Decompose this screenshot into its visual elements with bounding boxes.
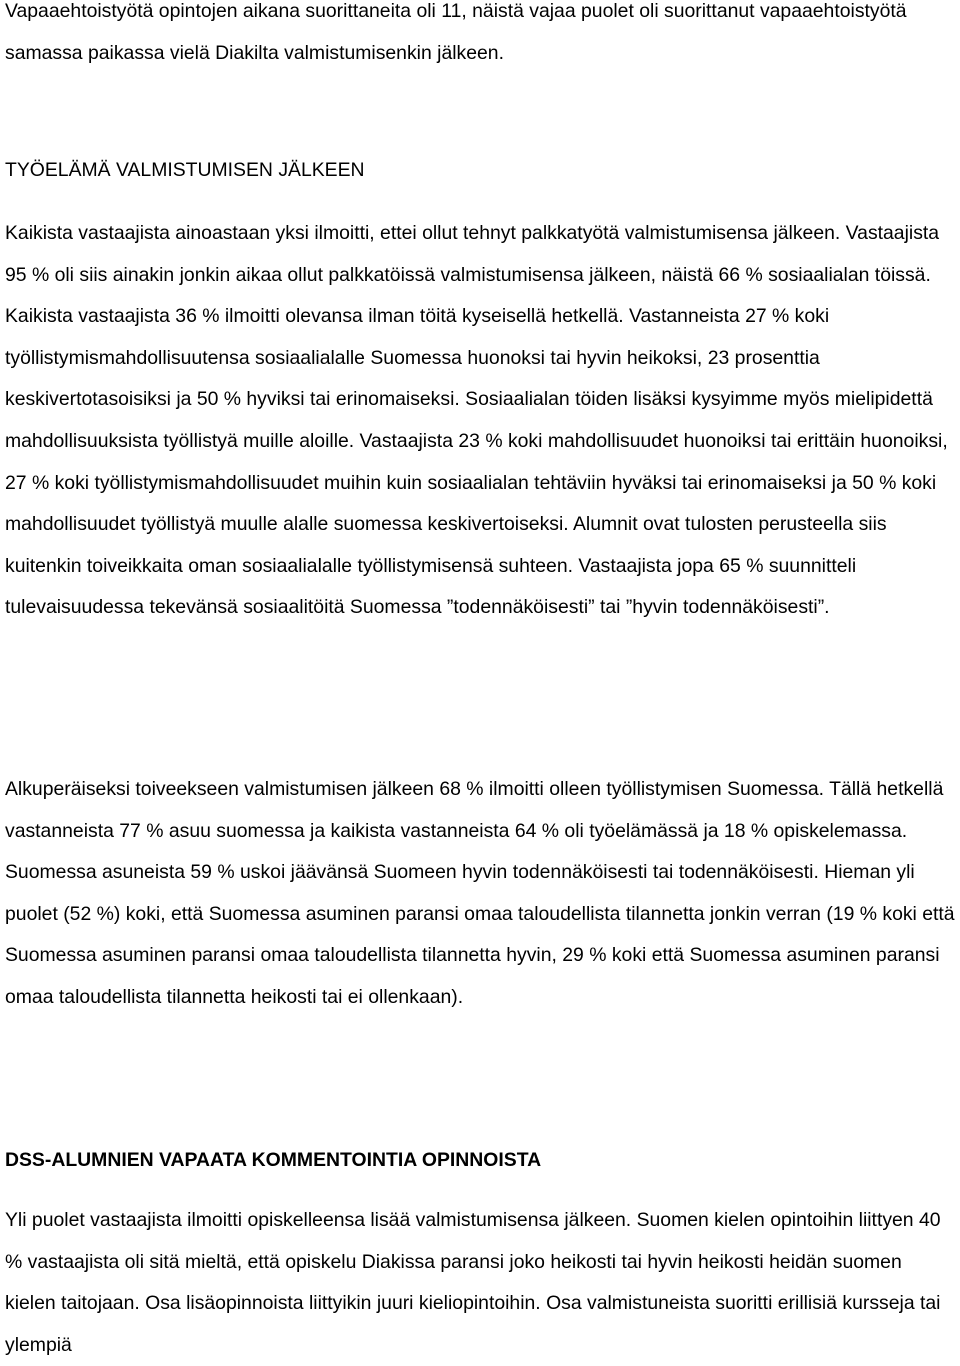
employment-paragraph-2: Alkuperäiseksi toiveekseen valmistumisen jälkeen 68 % ilmoitti olleen työllistymisen Suomessa. Tällä hetkellä vastanneista 77 % asuu suomessa ja kaikista vastanneista 64 % oli työelämässä ja 18 % opiskelemassa. Suomessa asuneista 59 % uskoi jäävänsä Suomeen hyvin todennäköisesti tai todennäköisesti. Hieman yli puolet (52 %) koki, että Suomessa asuminen paransi omaa taloudellista tilannetta jonkin verran (19 % koki että Suomessa asuminen paransi omaa taloudellista tilannetta hyvin, 29 % koki että Suomessa asuminen paransi omaa taloudellista tilannetta heikosti tai ei ollenkaan). (5, 778, 955, 1008)
section-heading-comments: DSS-ALUMNIEN VAPAATA KOMMENTOINTIA OPINNOISTA (5, 1149, 542, 1171)
employment-paragraph-1: Kaikista vastaajista ainoastaan yksi ilmoitti, ettei ollut tehnyt palkkatyötä valmistumisensa jälkeen. Vastaajista 95 % oli siis ainakin jonkin aikaa ollut palkkatöissä valmistumisensa jälkeen, näistä 66 % sosiaalialan töissä. Kaikista vastaajista 36 % ilmoitti olevansa ilman töitä kyseisellä hetkellä. Vastanneista 27 % koki työllistymismahdollisuutensa sosiaalialalle Suomessa huonoksi tai hyvin heikoksi, 23 prosenttia keskivertotasoisiksi ja 50 % hyviksi tai erinomaiseksi. Sosiaalialan töiden lisäksi kysyimme myös mielipidettä mahdollisuuksista työllistyä muille aloille. Vastaajista 23 % koki mahdollisuudet huonoiksi tai erittäin huonoiksi, 27 % koki työllistymismahdollisuudet muihin kuin sosiaalialan tehtäviin hyväksi tai erinomaiseksi ja 50 % koki mahdollisuudet työllistyä muulle alalle suomessa keskivertoiseksi. Alumnit ovat tulosten perusteella siis kuitenkin toiveikkaita oman sosiaalialalle työllistymisensä suhteen. Vastaajista jopa 65 % suunnitteli tulevaisuudessa tekevänsä sosiaalitöitä Suomessa ”todennäköisesti” tai ”hyvin todennäköisesti”. (5, 222, 948, 619)
section-heading-employment: TYÖELÄMÄ VALMISTUMISEN JÄLKEEN (5, 159, 365, 181)
intro-paragraph: Vapaaehtoistyötä opintojen aikana suorittaneita oli 11, näistä vajaa puolet oli suorittanut vapaaehtoistyötä samassa paikassa vielä Diakilta valmistumisenkin jälkeen. (5, 0, 907, 64)
comments-paragraph-1: Yli puolet vastaajista ilmoitti opiskelleensa lisää valmistumisensa jälkeen. Suomen kielen opintoihin liittyen 40 % vastaajista oli sitä mieltä, että opiskelu Diakissa paransi joko heikosti tai hyvin heikosti heidän suomen kielen taitojaan. Osa lisäopinnoista liittyikin juuri kieliopintoihin. Osa valmistuneista suoritti erillisiä kursseja tai ylempiä (5, 1209, 941, 1356)
